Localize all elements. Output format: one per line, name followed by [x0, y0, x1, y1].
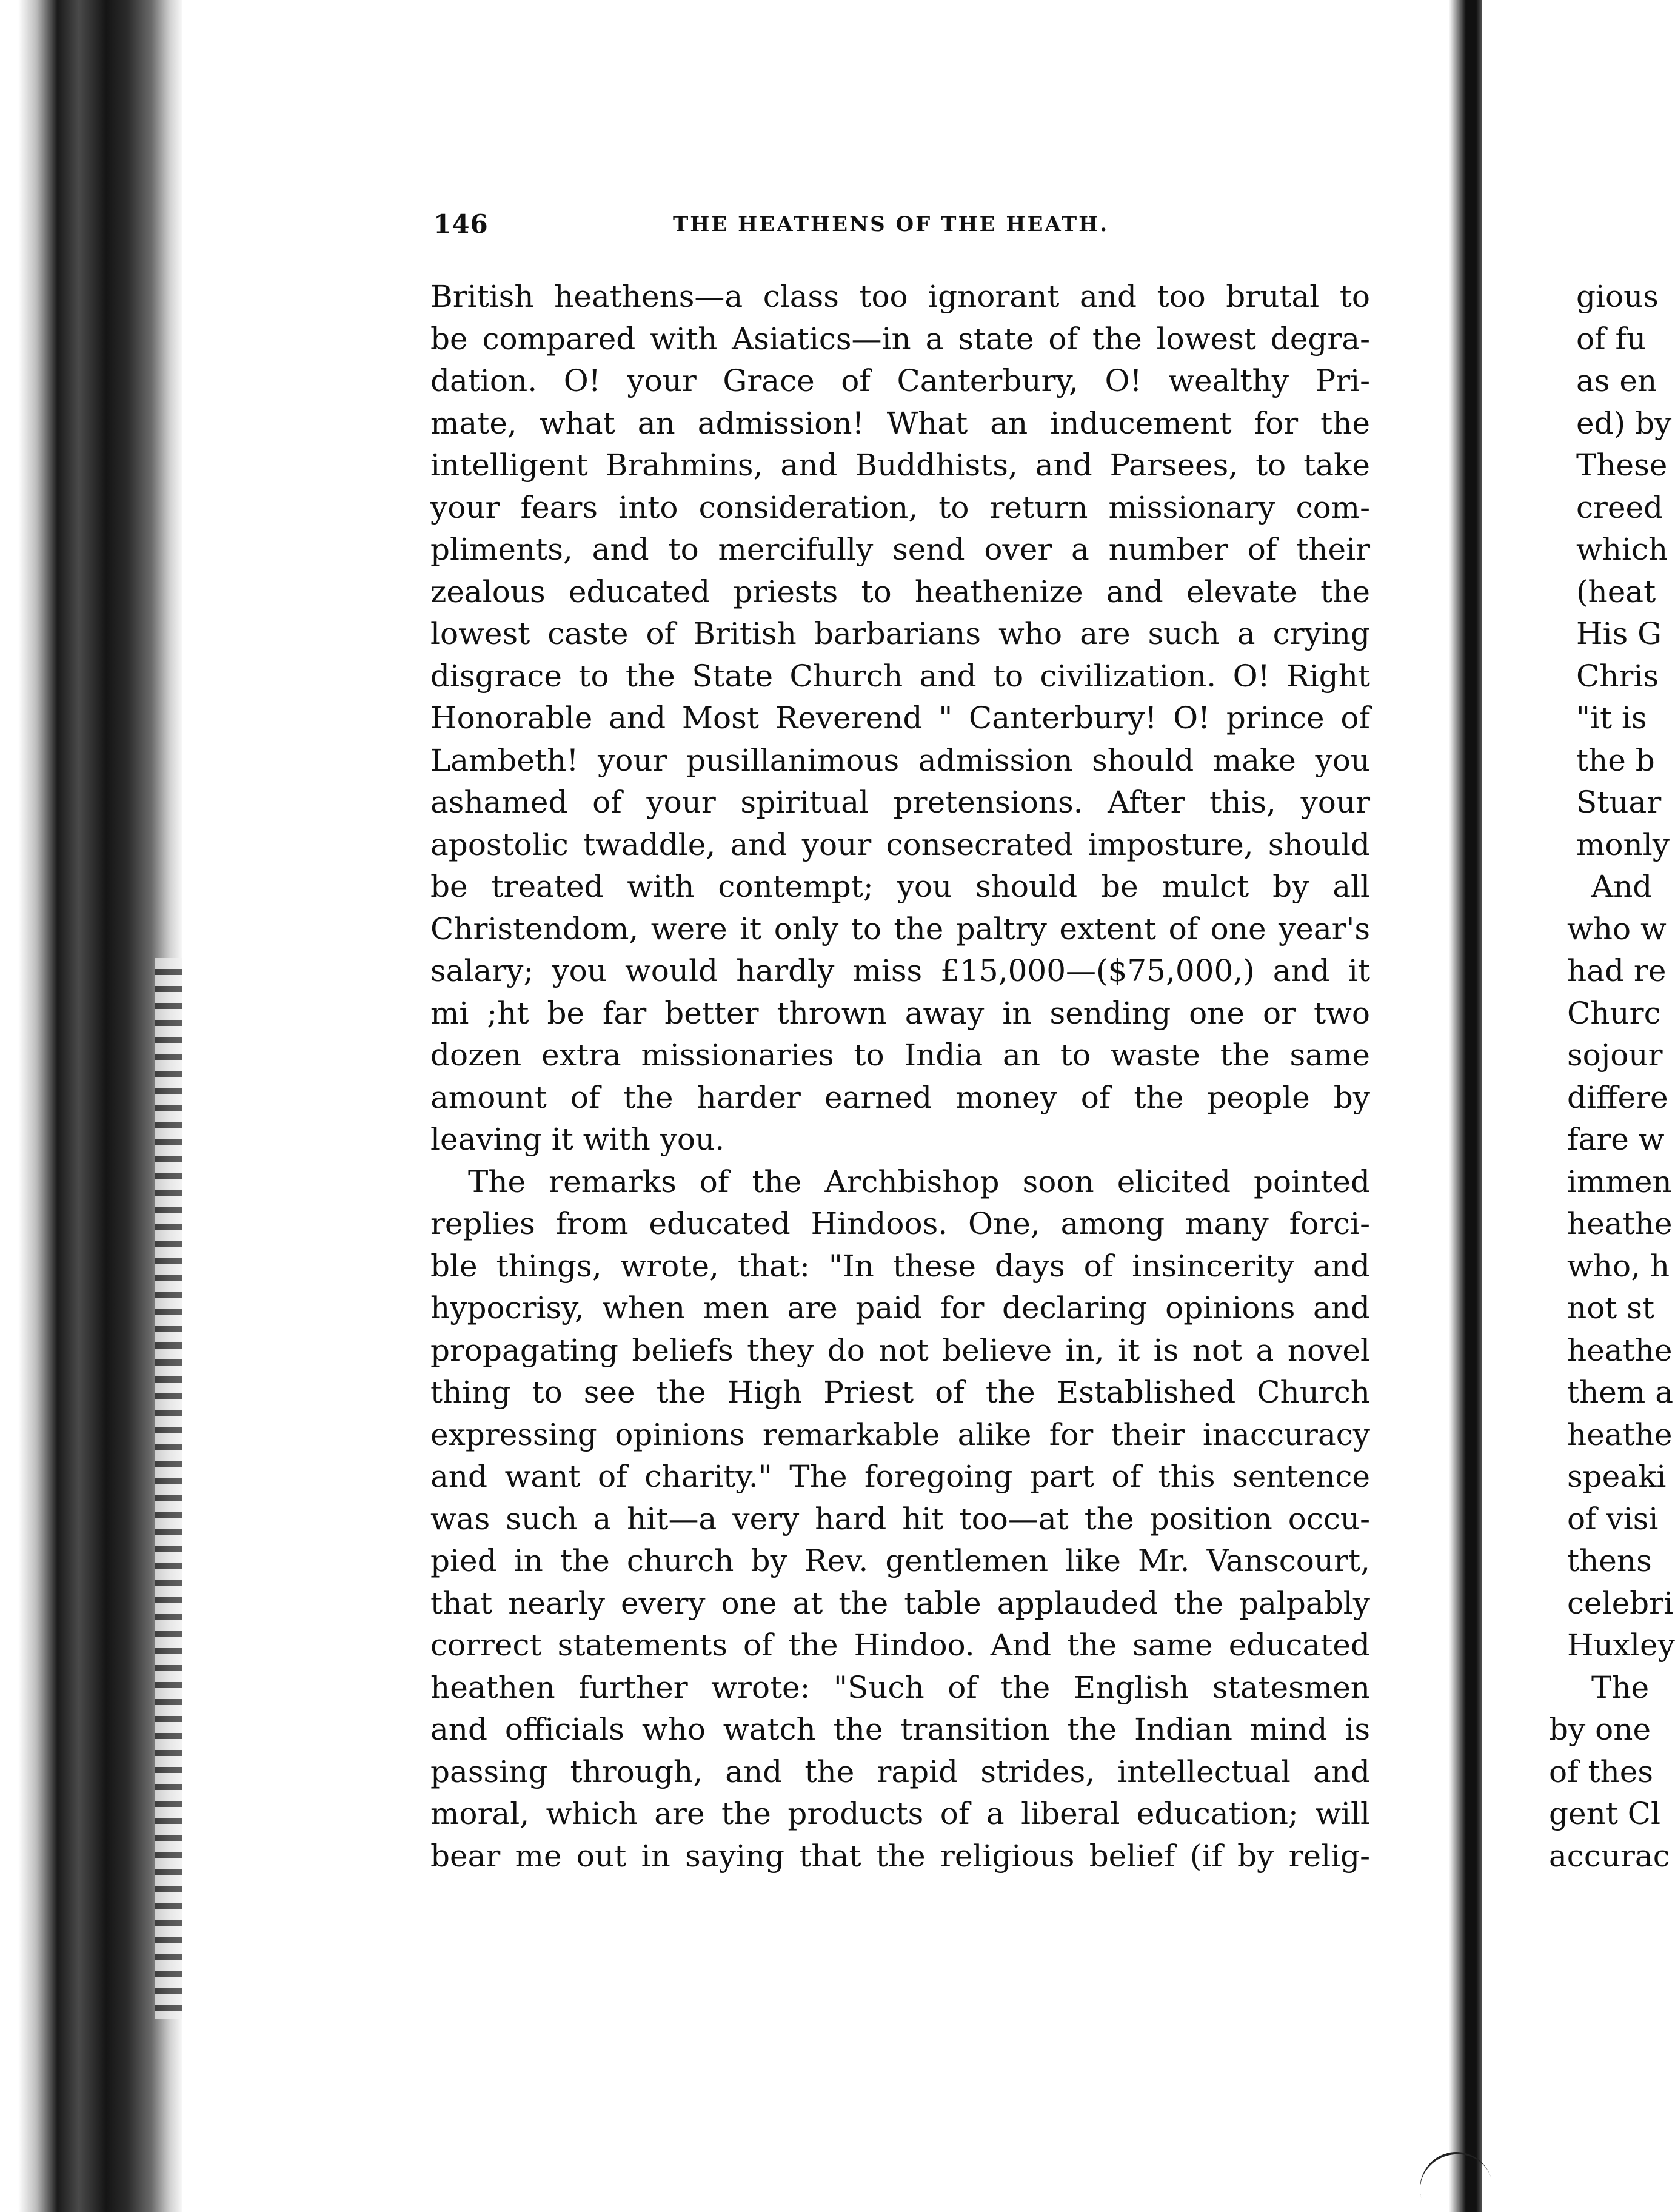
text-line: Honorable and Most Reverend " Canterbury! O! prince of — [430, 700, 1370, 736]
fragment-line: by one — [1549, 1712, 1651, 1747]
text-line: be compared with Asiatics—in a state of the lowest degra- — [430, 321, 1370, 357]
book-gutter — [1449, 0, 1482, 2212]
text-line: heathen further wrote: "Such of the English statesmen — [430, 1669, 1370, 1705]
text-line: amount of the harder earned money of the people by — [430, 1079, 1370, 1115]
text-line: and want of charity." The foregoing part of this sentence — [430, 1459, 1370, 1494]
fragment-line: Stuar — [1576, 785, 1662, 820]
fragment-line: as en — [1576, 363, 1657, 398]
text-line: bear me out in saying that the religious belief (if by relig- — [430, 1838, 1370, 1874]
text-line: be treated with contempt; you should be mulct by all — [430, 869, 1370, 904]
fragment-line: heathe — [1567, 1206, 1673, 1241]
fragment-line: heathe — [1567, 1416, 1673, 1452]
text-line: lowest caste of British barbarians who are such a crying — [430, 616, 1370, 651]
fragment-line: His G — [1576, 616, 1662, 651]
text-line: and officials who watch the transition the Indian mind is — [430, 1712, 1370, 1747]
text-line: moral, which are the products of a liberal education; will — [430, 1796, 1370, 1831]
fragment-line: not st — [1567, 1290, 1655, 1326]
text-line: ble things, wrote, that: "In these days of insincerity and — [430, 1248, 1370, 1284]
text-line: ashamed of your spiritual pretensions. After this, your — [430, 785, 1370, 820]
fragment-line: fare w — [1567, 1122, 1665, 1157]
running-title: THE HEATHENS OF THE HEATH. — [673, 212, 1109, 236]
text-line: thing to see the High Priest of the Established Church — [430, 1375, 1370, 1410]
right-page-fragment — [1482, 0, 1675, 2212]
fragment-line: the b — [1576, 742, 1655, 778]
text-line: replies from educated Hindoos. One, among many forci- — [430, 1206, 1370, 1241]
fragment-line: These — [1576, 447, 1668, 483]
text-line: passing through, and the rapid strides, intellectual and — [430, 1754, 1370, 1789]
fragment-line: The — [1591, 1669, 1650, 1705]
right-page-text — [1482, 276, 1675, 1877]
fragment-line: celebri — [1567, 1585, 1674, 1621]
fragment-line: had re — [1567, 953, 1667, 988]
text-line: hypocrisy, when men are paid for declaring opinions and — [430, 1290, 1370, 1326]
text-line: pliments, and to mercifully send over a number of their — [430, 532, 1370, 567]
fragment-line: "it is — [1576, 700, 1647, 736]
running-header — [433, 209, 1370, 246]
text-line: your fears into consideration, to return missionary com- — [430, 489, 1370, 525]
fragment-line: immen — [1567, 1164, 1672, 1199]
text-line: that nearly every one at the table applauded the palpably — [430, 1585, 1370, 1621]
fragment-line: differe — [1567, 1079, 1668, 1115]
fragment-line: sojour — [1567, 1037, 1663, 1073]
fragment-line: Chris — [1576, 658, 1659, 694]
text-line: dation. O! your Grace of Canterbury, O! wealthy Pri- — [430, 363, 1370, 398]
fragment-line: Churc — [1567, 995, 1661, 1031]
page-number: 146 — [433, 209, 489, 239]
fragment-line: them a — [1567, 1375, 1673, 1410]
body-text — [430, 276, 1370, 1877]
text-line: pied in the church by Rev. gentlemen like Mr. Vanscourt, — [430, 1543, 1370, 1578]
page-edges — [155, 958, 182, 2019]
fragment-line: ed) by — [1576, 405, 1672, 441]
text-line: mate, what an admission! What an inducement for the — [430, 405, 1370, 441]
fragment-line: of thes — [1549, 1754, 1654, 1789]
text-line: dozen extra missionaries to India an to waste the same — [430, 1037, 1370, 1073]
fragment-line: of fu — [1576, 321, 1647, 357]
fragment-line: Huxley — [1567, 1627, 1675, 1663]
text-line: intelligent Brahmins, and Buddhists, and Parsees, to take — [430, 447, 1370, 483]
text-line: correct statements of the Hindoo. And the same educated — [430, 1627, 1370, 1663]
text-line: salary; you would hardly miss £15,000—($75,000,) and it — [430, 953, 1370, 988]
fragment-line: creed — [1576, 489, 1663, 525]
fragment-line: who, h — [1567, 1248, 1670, 1284]
fragment-line: accurac — [1549, 1838, 1670, 1874]
text-line: zealous educated priests to heathenize and elevate the — [430, 574, 1370, 609]
text-line: expressing opinions remarkable alike for their inaccuracy — [430, 1416, 1370, 1452]
text-line: disgrace to the State Church and to civilization. O! Right — [430, 658, 1370, 694]
text-line: Lambeth! your pusillanimous admission should make you — [430, 742, 1370, 778]
text-line: propagating beliefs they do not believe in, it is not a novel — [430, 1332, 1370, 1368]
text-line: mi ;ht be far better thrown away in sending one or two — [430, 995, 1370, 1031]
text-line: apostolic twaddle, and your consecrated imposture, should — [430, 826, 1370, 862]
fragment-line: (heat — [1576, 574, 1656, 609]
fragment-line: thens — [1567, 1543, 1652, 1578]
text-line: Christendom, were it only to the paltry extent of one year's — [430, 911, 1370, 947]
fragment-line: monly — [1576, 826, 1670, 862]
fragment-line: gent Cl — [1549, 1796, 1661, 1831]
fragment-line: heathe — [1567, 1332, 1673, 1368]
fragment-line: speaki — [1567, 1459, 1667, 1494]
fragment-line: who w — [1567, 911, 1667, 947]
text-line: leaving it with you. — [430, 1122, 725, 1157]
text-line: British heathens—a class too ignorant and too brutal to — [430, 279, 1370, 314]
fragment-line: which — [1576, 532, 1668, 567]
fragment-line: And — [1591, 869, 1653, 904]
text-line: was such a hit—a very hard hit too—at the position occu- — [430, 1501, 1370, 1537]
fragment-line: gious — [1576, 279, 1659, 314]
paragraph-start-line: The remarks of the Archbishop soon elicited pointed — [468, 1164, 1370, 1199]
fragment-line: of visi — [1567, 1501, 1659, 1537]
